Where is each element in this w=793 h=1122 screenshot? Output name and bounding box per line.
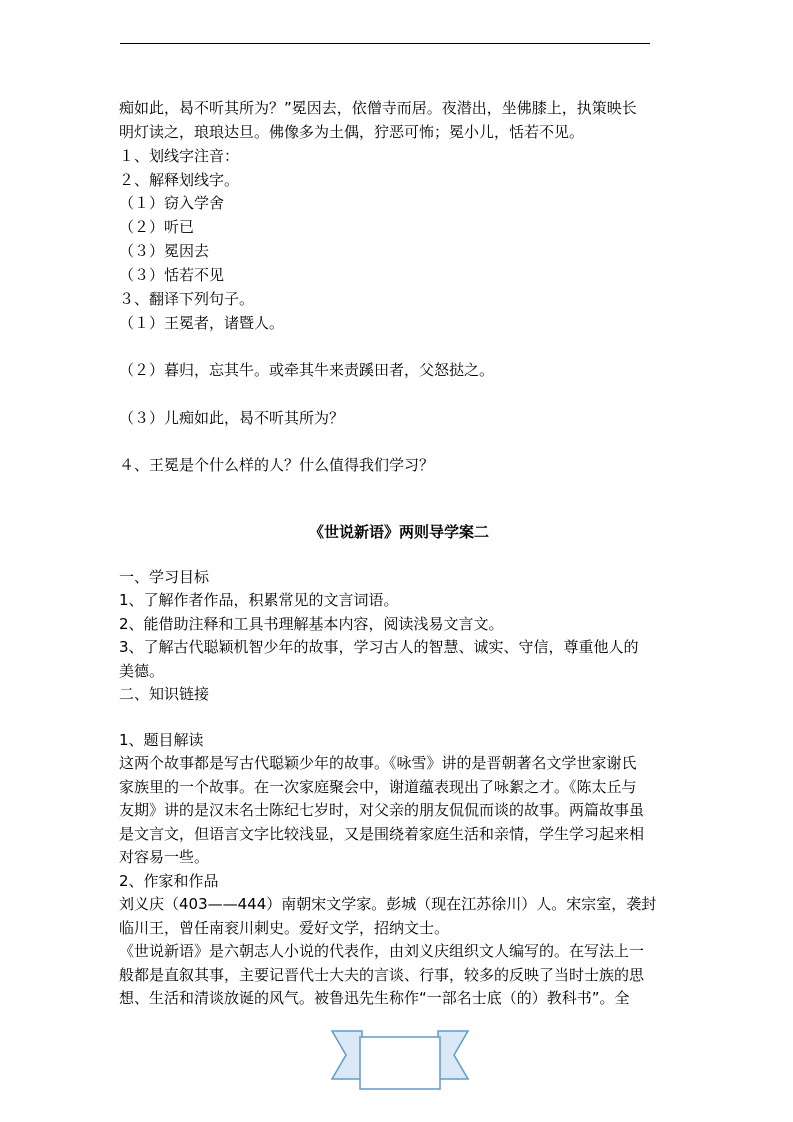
paragraph-line: 《世说新语》是六朝志人小说的代表作，由刘义庆组织文人编写的。在写法上一 xyxy=(119,942,645,960)
heading-knowledge-link: 二、知识链接 xyxy=(119,685,210,703)
heading-learning-goals: 一、学习目标 xyxy=(119,568,210,586)
paragraph-line: 家族里的一个故事。在一次家庭聚会中，谢道蕴表现出了咏絮之才。《陈太丘与 xyxy=(119,778,637,796)
question-2-item-3: （３）冕因去 xyxy=(119,242,210,260)
paragraph-line: 临川王，曾任南衮川刺史。爱好文学，招纳文士。 xyxy=(119,919,450,937)
goal-3: 3、了解古代聪颖机智少年的故事，学习古人的智慧、诚实、守信，尊重他人的 xyxy=(119,638,639,656)
subheading-title-reading: 1、题目解读 xyxy=(119,731,204,749)
footer-ribbon-decoration xyxy=(330,1023,470,1093)
question-1: １、划线字注音： xyxy=(119,147,240,165)
question-2: ２、解释划线字。 xyxy=(119,171,240,189)
subheading-author-works: 2、作家和作品 xyxy=(119,872,219,890)
header-rule xyxy=(120,43,650,44)
question-3-item-3: （３）儿痴如此，曷不听其所为？ xyxy=(119,409,345,427)
passage-line-2: 明灯读之，琅琅达旦。佛像多为土偶，狞恶可怖；冕小儿，恬若不见。 xyxy=(119,123,585,141)
ribbon-right-tail xyxy=(438,1031,468,1079)
paragraph-line: 对容易一些。 xyxy=(119,848,210,866)
question-3-item-1: （１）王冕者，诸暨人。 xyxy=(119,314,285,332)
section-title: 《世说新语》两则导学案二 xyxy=(308,523,489,541)
question-4: ４、王冕是个什么样的人？什么值得我们学习？ xyxy=(119,456,435,474)
ribbon-center-panel xyxy=(360,1037,440,1089)
paragraph-line: 友期》讲的是汉末名士陈纪七岁时，对父亲的朋友侃侃而谈的故事。两篇故事虽 xyxy=(119,801,645,819)
goal-3-cont: 美德。 xyxy=(119,662,165,680)
paragraph-line: 这两个故事都是写古代聪颖少年的故事。《咏雪》讲的是晋朝著名文学世家谢氏 xyxy=(119,754,637,772)
ribbon-left-tail xyxy=(332,1031,362,1079)
question-2-item-1: （１）窃入学舍 xyxy=(119,194,225,212)
paragraph-line: 般都是直叙其事，主要记晋代士大夫的言谈、行事，较多的反映了当时士族的思 xyxy=(119,966,645,984)
question-3: ３、翻译下列句子。 xyxy=(119,290,255,308)
goal-2: 2、能借助注释和工具书理解基本内容，阅读浅易文言文。 xyxy=(119,615,504,633)
paragraph-line: 想、生活和清谈放诞的风气。被鲁迅先生称作“一部名士底（的）教科书”。全 xyxy=(119,989,630,1007)
paragraph-line: 是文言文，但语言文字比较浅显，又是围绕着家庭生活和亲情，学生学习起来相 xyxy=(119,825,645,843)
question-2-item-2: （２）听已 xyxy=(119,218,195,236)
passage-line-1: 痴如此，曷不听其所为？”冕因去，依僧寺而居。夜潜出，坐佛膝上，执策映长 xyxy=(119,99,637,117)
goal-1: 1、了解作者作品，积累常见的文言词语。 xyxy=(119,591,399,609)
paragraph-line: 刘义庆（403——444）南朝宋文学家。彭城（现在江苏徐川）人。宋宗室，袭封 xyxy=(119,895,657,913)
question-2-item-4: （３）恬若不见 xyxy=(119,266,225,284)
question-3-item-2: （２）暮归，忘其牛。或牵其牛来责蹊田者，父怒挞之。 xyxy=(119,361,495,379)
